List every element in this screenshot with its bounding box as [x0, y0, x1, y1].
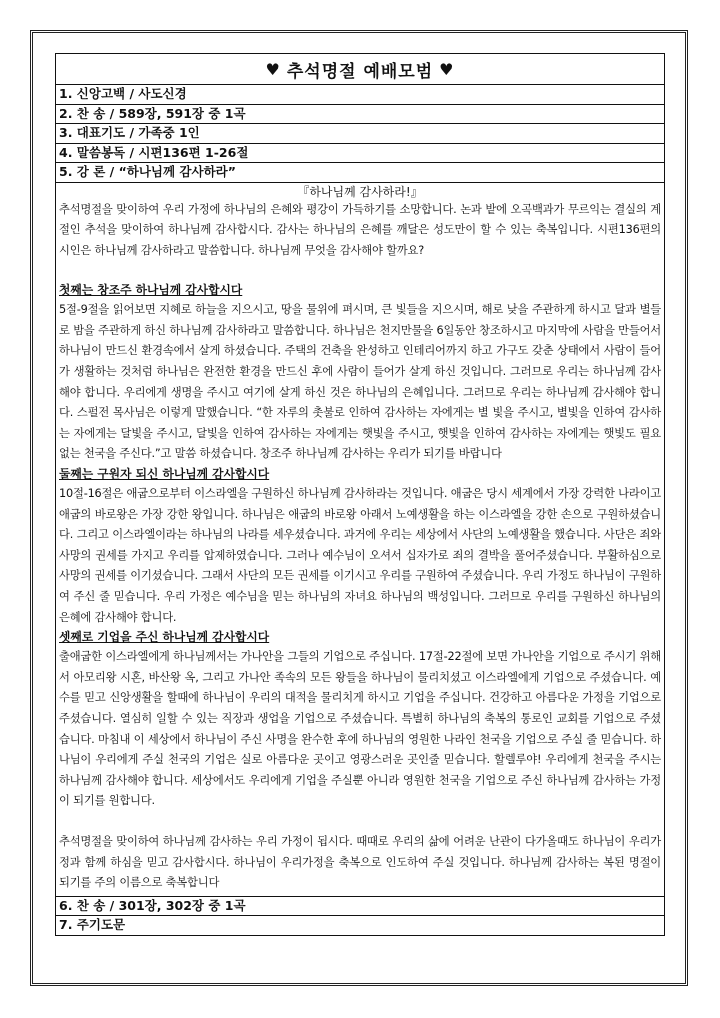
order-item-scripture: 4. 말씀봉독 / 시편136편 1-26절 — [56, 144, 664, 164]
order-item-sermon: 5. 강 론 / “하나님께 감사하라” — [56, 163, 664, 183]
sermon-content — [56, 183, 664, 897]
point-heading-2: 둘째는 구원자 되신 하나님께 감사합시다 — [59, 467, 270, 482]
document-title: 추석명절 예배모범 — [286, 61, 434, 82]
sermon-closing: 추석명절을 맞이하여 하나님께 감사하는 우리 가정이 됩시다. 때때로 우리의 삶에 어려운 난관이 다가올때도 하나님이 우리가정과 함께 하심을 믿고 감사합시다. 하나님이 우리가정을 축복으로 인도하여 주실 것입니다. 하나님께 감사하는 복된 명절이 되기를 주의 이름으로 축복합니다 — [59, 834, 661, 890]
point-heading-1: 첫째는 창조주 하나님께 감사합시다 — [59, 283, 243, 298]
point-text-1: 5절-9절을 읽어보면 지혜로 하늘을 지으시고, 땅을 물위에 펴시며, 큰 빛들을 지으시며, 해로 낮을 주관하게 하시고 달과 별들로 밤을 주관하게 하신 하나님께 감사하라고 말씀합니다. 하나님은 천지만물을 6일동안 창조하시고 마지막에 사람을 만들어서 하나님이 만드신 환경속에서 살게 하셨습니다. 주택의 건축을 완성하고 인테리어까지 하고 가구도 갖춘 상태에서 사람이 들어가 생활하는 것처럼 하나님은 완전한 환경을 만드신 후에 사람이 들어가 살게 하신 것입니다. 그러므로 우리는 하나님께 감사해야 합니다. 우리에게 생명을 주시고 여기에 살게 하신 것은 하나님의 은혜입니다. 그러므로 우리는 하나님께 감사해야 합니다. 스펄전 목사님은 이렇게 말했습니다. “한 자루의 촛불로 인하여 감사하는 자에게는 별 빛을 주시고, 별빛을 인하여 감사하는 자에게는 달빛을 주시고, 달빛을 인하여 감사하는 자에게는 햇빛을 주시고, 햇빛을 인하여 감사하는 자에게는 햇빛도 필요 없는 천국을 주신다.”고 말씀 하셨습니다. 창조주 하나님께 감사하는 우리가 되기를 바랍니다 — [59, 303, 661, 461]
heart-icon: ♥ — [265, 59, 281, 79]
order-item-prayer: 3. 대표기도 / 가족중 1인 — [56, 124, 664, 144]
worship-guide-sheet — [55, 53, 665, 936]
point-text-2: 10절-16절은 애굽으로부터 이스라엘을 구원하신 하나님께 감사하라는 것입니다. 애굽은 당시 세계에서 가장 강력한 나라이고 애굽의 바로왕은 가장 강한 왕입니다. 하나님은 애굽의 바로왕 아래서 노예생활을 하는 이스라엘을 강한 손으로 구원하셨습니다. 그리고 이스라엘이라는 하나님의 나라를 세우셨습니다. 과거에 우리는 세상에서 사단의 노예생활을 했습니다. 사단은 죄와 사망의 권세를 가지고 우리를 압제하였습니다. 그러나 예수님이 오셔서 십자가로 죄의 결박을 풀어주셨습니다. 부활하심으로 사망의 권세를 이기셨습니다. 그래서 사단의 모든 권세를 이기시고 우리를 구원하여 주셨습니다. 우리 가정도 하나님이 구원하여 주신 줄 믿습니다. 우리 가정은 예수님을 믿는 하나님의 자녀요 하나님의 백성입니다. 그러므로 우리를 구원하신 하나님의 은혜에 감사해야 합니다. — [59, 487, 661, 624]
paragraph-gap — [59, 812, 661, 832]
point-heading-3: 셋째로 기업을 주신 하나님께 감사합시다 — [59, 630, 270, 645]
order-item-lords-prayer: 7. 주기도문 — [59, 917, 126, 933]
document-title-bar — [56, 54, 664, 85]
paragraph-gap — [59, 261, 661, 281]
point-text-3: 출애굽한 이스라엘에게 하나님께서는 가나안을 그들의 기업으로 주십니다. 17절-22절에 보면 가나안을 기업으로 주시기 위해서 아모리왕 시혼, 바산왕 옥, 그리고 가나안 족속의 모든 왕들을 하나님이 물리치셨고 이스라엘에게 기업으로 주셨습니다. 예수를 믿고 신앙생활을 할때에 하나님이 우리의 대적을 물리치게 하시고 기업을 주십니다. 건강하고 아름다운 가정을 기업으로 주셨습니다. 열심히 일할 수 있는 직장과 생업을 기업으로 주셨습니다. 특별히 하나님의 축복의 통로인 교회를 기업으로 주셨습니다. 마침내 이 세상에서 하나님이 주신 사명을 완수한 후에 하나님의 영원한 나라인 천국을 기업으로 주실 줄 믿습니다. 하나님이 우리에게 주실 천국의 기업은 실로 아름다운 곳이고 영광스러운 곳인줄 믿습니다. 할렐루야! 우리에게 천국을 주시는 하나님께 감사해야 합니다. 세상에서도 우리에게 기업을 주실뿐 아니라 영원한 천국을 기업으로 주신 하나님께 감사하는 가정이 되기를 원합니다. — [59, 650, 661, 808]
order-item-creed: 1. 신앙고백 / 사도신경 — [56, 85, 664, 105]
sermon-intro: 추석명절을 맞이하여 우리 가정에 하나님의 은혜와 평강이 가득하기를 소망합니다. 논과 밭에 오곡백과가 무르익는 결실의 계절인 추석을 맞이하여 하나님께 감사합시다. 감사는 하나님의 은혜를 깨달은 성도만이 할 수 있는 축복입니다. 시편136편의 시인은 하나님께 감사하라고 말씀합니다. 하나님께 무엇을 감사해야 할까요? — [59, 202, 661, 257]
order-item-hymn: 2. 찬 송 / 589장, 591장 중 1곡 — [56, 105, 664, 125]
heart-icon: ♥ — [439, 59, 455, 79]
sermon-title: 『하나님께 감사하라!』 — [297, 184, 423, 199]
order-item-closing-hymn: 6. 찬 송 / 301장, 302장 중 1곡 — [56, 897, 664, 917]
